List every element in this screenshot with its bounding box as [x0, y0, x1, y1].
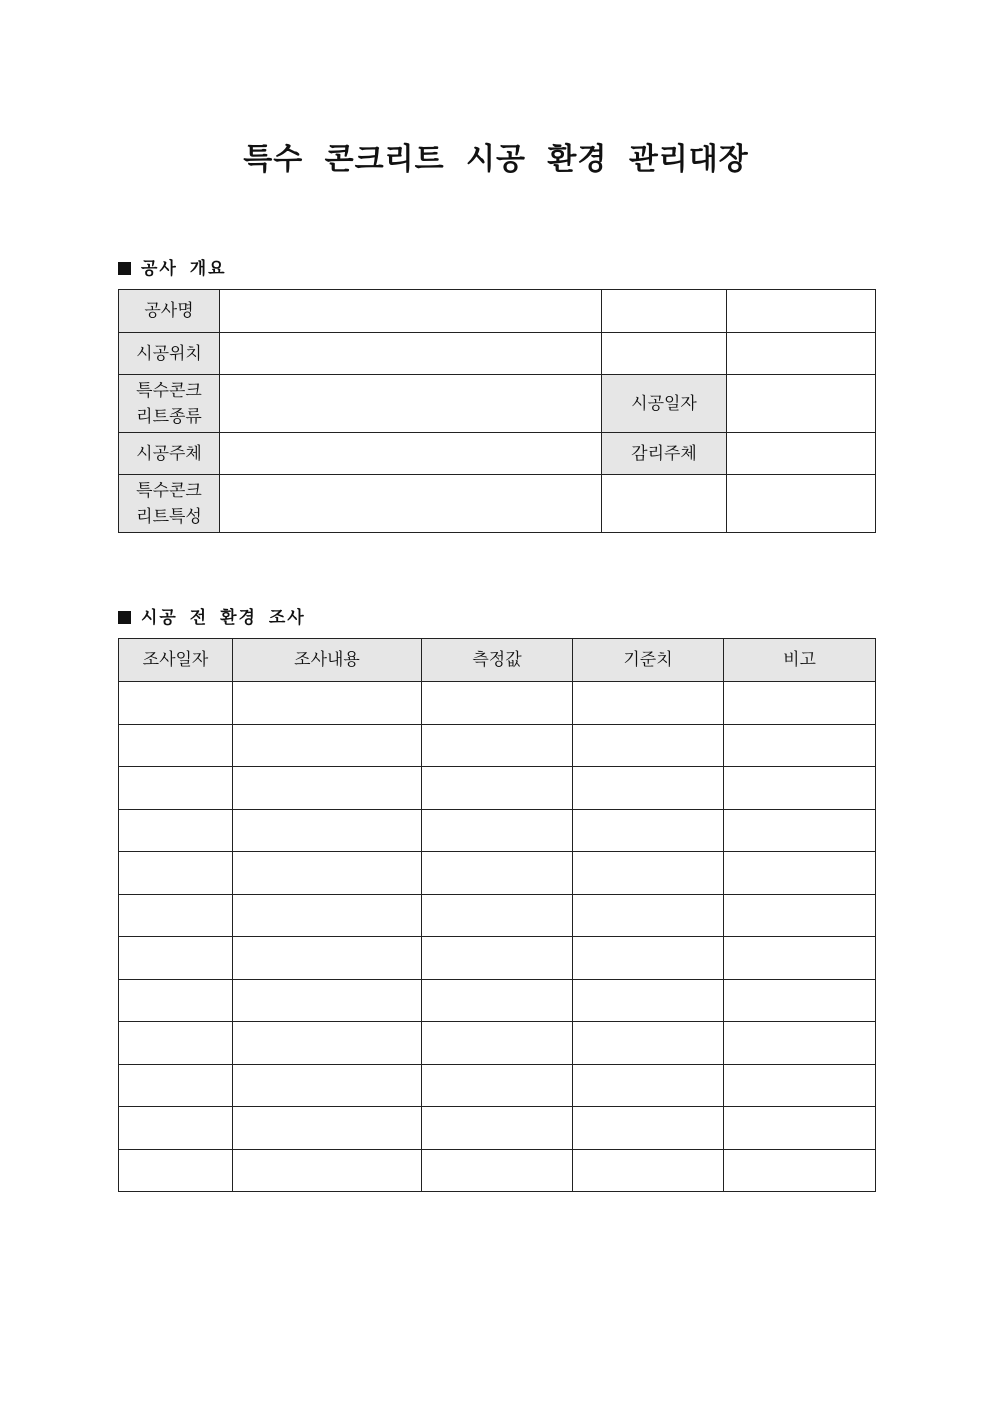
- label-concrete-type: [119, 375, 220, 433]
- column-header-survey-date: 조사일자: [119, 639, 233, 682]
- table-row: [119, 1065, 876, 1107]
- label-concrete-properties-line1: 특수콘크: [136, 480, 202, 501]
- table-cell[interactable]: [233, 1065, 422, 1107]
- table-cell[interactable]: [119, 725, 233, 767]
- field-project-name[interactable]: [220, 290, 602, 333]
- field-concrete-properties[interactable]: [220, 475, 602, 533]
- column-header-survey-content: 조사내용: [233, 639, 422, 682]
- table-header-row: [119, 639, 876, 682]
- column-header-measured-value: 측정값: [422, 639, 573, 682]
- table-cell[interactable]: [724, 937, 876, 980]
- square-bullet-icon: [118, 262, 131, 275]
- field-construction-date[interactable]: [727, 375, 876, 433]
- table-cell[interactable]: [724, 1150, 876, 1192]
- table-cell[interactable]: [233, 725, 422, 767]
- table-cell[interactable]: [422, 980, 573, 1022]
- overview-table: [118, 289, 876, 533]
- table-cell[interactable]: [422, 725, 573, 767]
- table-cell[interactable]: [233, 682, 422, 725]
- table-cell[interactable]: [233, 980, 422, 1022]
- table-row: [119, 895, 876, 937]
- table-cell[interactable]: [573, 1150, 724, 1192]
- table-cell[interactable]: [422, 1065, 573, 1107]
- section-heading-survey: [118, 603, 306, 628]
- table-cell[interactable]: [724, 1065, 876, 1107]
- table-cell[interactable]: [119, 1107, 233, 1150]
- table-cell[interactable]: [119, 980, 233, 1022]
- table-cell[interactable]: [119, 810, 233, 852]
- table-cell[interactable]: [119, 852, 233, 895]
- table-cell[interactable]: [573, 937, 724, 980]
- table-cell[interactable]: [119, 937, 233, 980]
- table-cell[interactable]: [233, 1107, 422, 1150]
- table-cell[interactable]: [422, 937, 573, 980]
- table-cell[interactable]: [233, 810, 422, 852]
- table-cell[interactable]: [422, 1150, 573, 1192]
- table-cell[interactable]: [573, 852, 724, 895]
- table-cell[interactable]: [724, 810, 876, 852]
- table-row: [119, 725, 876, 767]
- table-cell[interactable]: [422, 767, 573, 810]
- field-builder[interactable]: [220, 433, 602, 475]
- label-supervisor: 감리주체: [602, 433, 727, 475]
- table-cell[interactable]: [724, 767, 876, 810]
- table-cell[interactable]: [422, 852, 573, 895]
- label-construction-date: 시공일자: [602, 375, 727, 433]
- table-cell[interactable]: [422, 810, 573, 852]
- table-row: [119, 375, 876, 433]
- table-cell[interactable]: [573, 1065, 724, 1107]
- table-cell[interactable]: [119, 1150, 233, 1192]
- table-row: [119, 290, 876, 333]
- field-supervisor[interactable]: [727, 433, 876, 475]
- table-cell[interactable]: [724, 980, 876, 1022]
- label-project-name: 공사명: [119, 290, 220, 333]
- table-cell[interactable]: [422, 1022, 573, 1065]
- table-row: [119, 333, 876, 375]
- section-heading-survey-text: 시공 전 환경 조사: [141, 608, 306, 628]
- table-row: [119, 682, 876, 725]
- column-header-standard-value: 기준치: [573, 639, 724, 682]
- table-row: [119, 1107, 876, 1150]
- table-cell[interactable]: [573, 1022, 724, 1065]
- table-row: [119, 980, 876, 1022]
- field-blank[interactable]: [727, 290, 876, 333]
- table-cell[interactable]: [573, 1107, 724, 1150]
- label-concrete-type-line2: 리트종류: [136, 406, 202, 427]
- field-blank[interactable]: [602, 475, 727, 533]
- table-cell[interactable]: [573, 767, 724, 810]
- label-location: 시공위치: [119, 333, 220, 375]
- table-cell[interactable]: [233, 1022, 422, 1065]
- table-cell[interactable]: [233, 937, 422, 980]
- table-cell[interactable]: [233, 1150, 422, 1192]
- table-cell[interactable]: [422, 682, 573, 725]
- table-cell[interactable]: [724, 1107, 876, 1150]
- table-cell[interactable]: [119, 682, 233, 725]
- table-row: [119, 1022, 876, 1065]
- table-cell[interactable]: [573, 980, 724, 1022]
- label-concrete-type-line1: 특수콘크: [136, 380, 202, 401]
- table-row: [119, 937, 876, 980]
- table-cell[interactable]: [119, 895, 233, 937]
- table-cell[interactable]: [573, 682, 724, 725]
- label-concrete-properties: [119, 475, 220, 533]
- table-cell[interactable]: [573, 810, 724, 852]
- table-cell[interactable]: [422, 895, 573, 937]
- section-heading-overview-text: 공사 개요: [141, 259, 227, 279]
- table-cell[interactable]: [724, 895, 876, 937]
- table-cell[interactable]: [119, 1065, 233, 1107]
- table-row: [119, 475, 876, 533]
- square-bullet-icon: [118, 611, 131, 624]
- table-cell[interactable]: [724, 1022, 876, 1065]
- document-title: 특수 콘크리트 시공 환경 관리대장: [243, 142, 749, 177]
- field-concrete-type[interactable]: [220, 375, 602, 433]
- table-cell[interactable]: [573, 725, 724, 767]
- table-row: [119, 852, 876, 895]
- field-blank[interactable]: [727, 475, 876, 533]
- table-cell[interactable]: [573, 895, 724, 937]
- table-cell[interactable]: [233, 767, 422, 810]
- survey-table: [118, 638, 876, 1192]
- field-blank[interactable]: [602, 333, 727, 375]
- table-cell[interactable]: [422, 1107, 573, 1150]
- table-cell[interactable]: [233, 895, 422, 937]
- label-builder: 시공주체: [119, 433, 220, 475]
- table-cell[interactable]: [119, 1022, 233, 1065]
- survey-table-body: [119, 682, 876, 1192]
- label-concrete-properties-line2: 리트특성: [136, 506, 202, 527]
- section-heading-overview: [118, 254, 227, 279]
- table-row: [119, 810, 876, 852]
- column-header-remarks: 비고: [724, 639, 876, 682]
- table-row: [119, 433, 876, 475]
- field-blank[interactable]: [602, 290, 727, 333]
- table-cell[interactable]: [724, 725, 876, 767]
- table-cell[interactable]: [724, 682, 876, 725]
- table-cell[interactable]: [119, 767, 233, 810]
- table-row: [119, 1150, 876, 1192]
- table-cell[interactable]: [233, 852, 422, 895]
- field-location[interactable]: [220, 333, 602, 375]
- table-cell[interactable]: [724, 852, 876, 895]
- field-blank[interactable]: [727, 333, 876, 375]
- table-row: [119, 767, 876, 810]
